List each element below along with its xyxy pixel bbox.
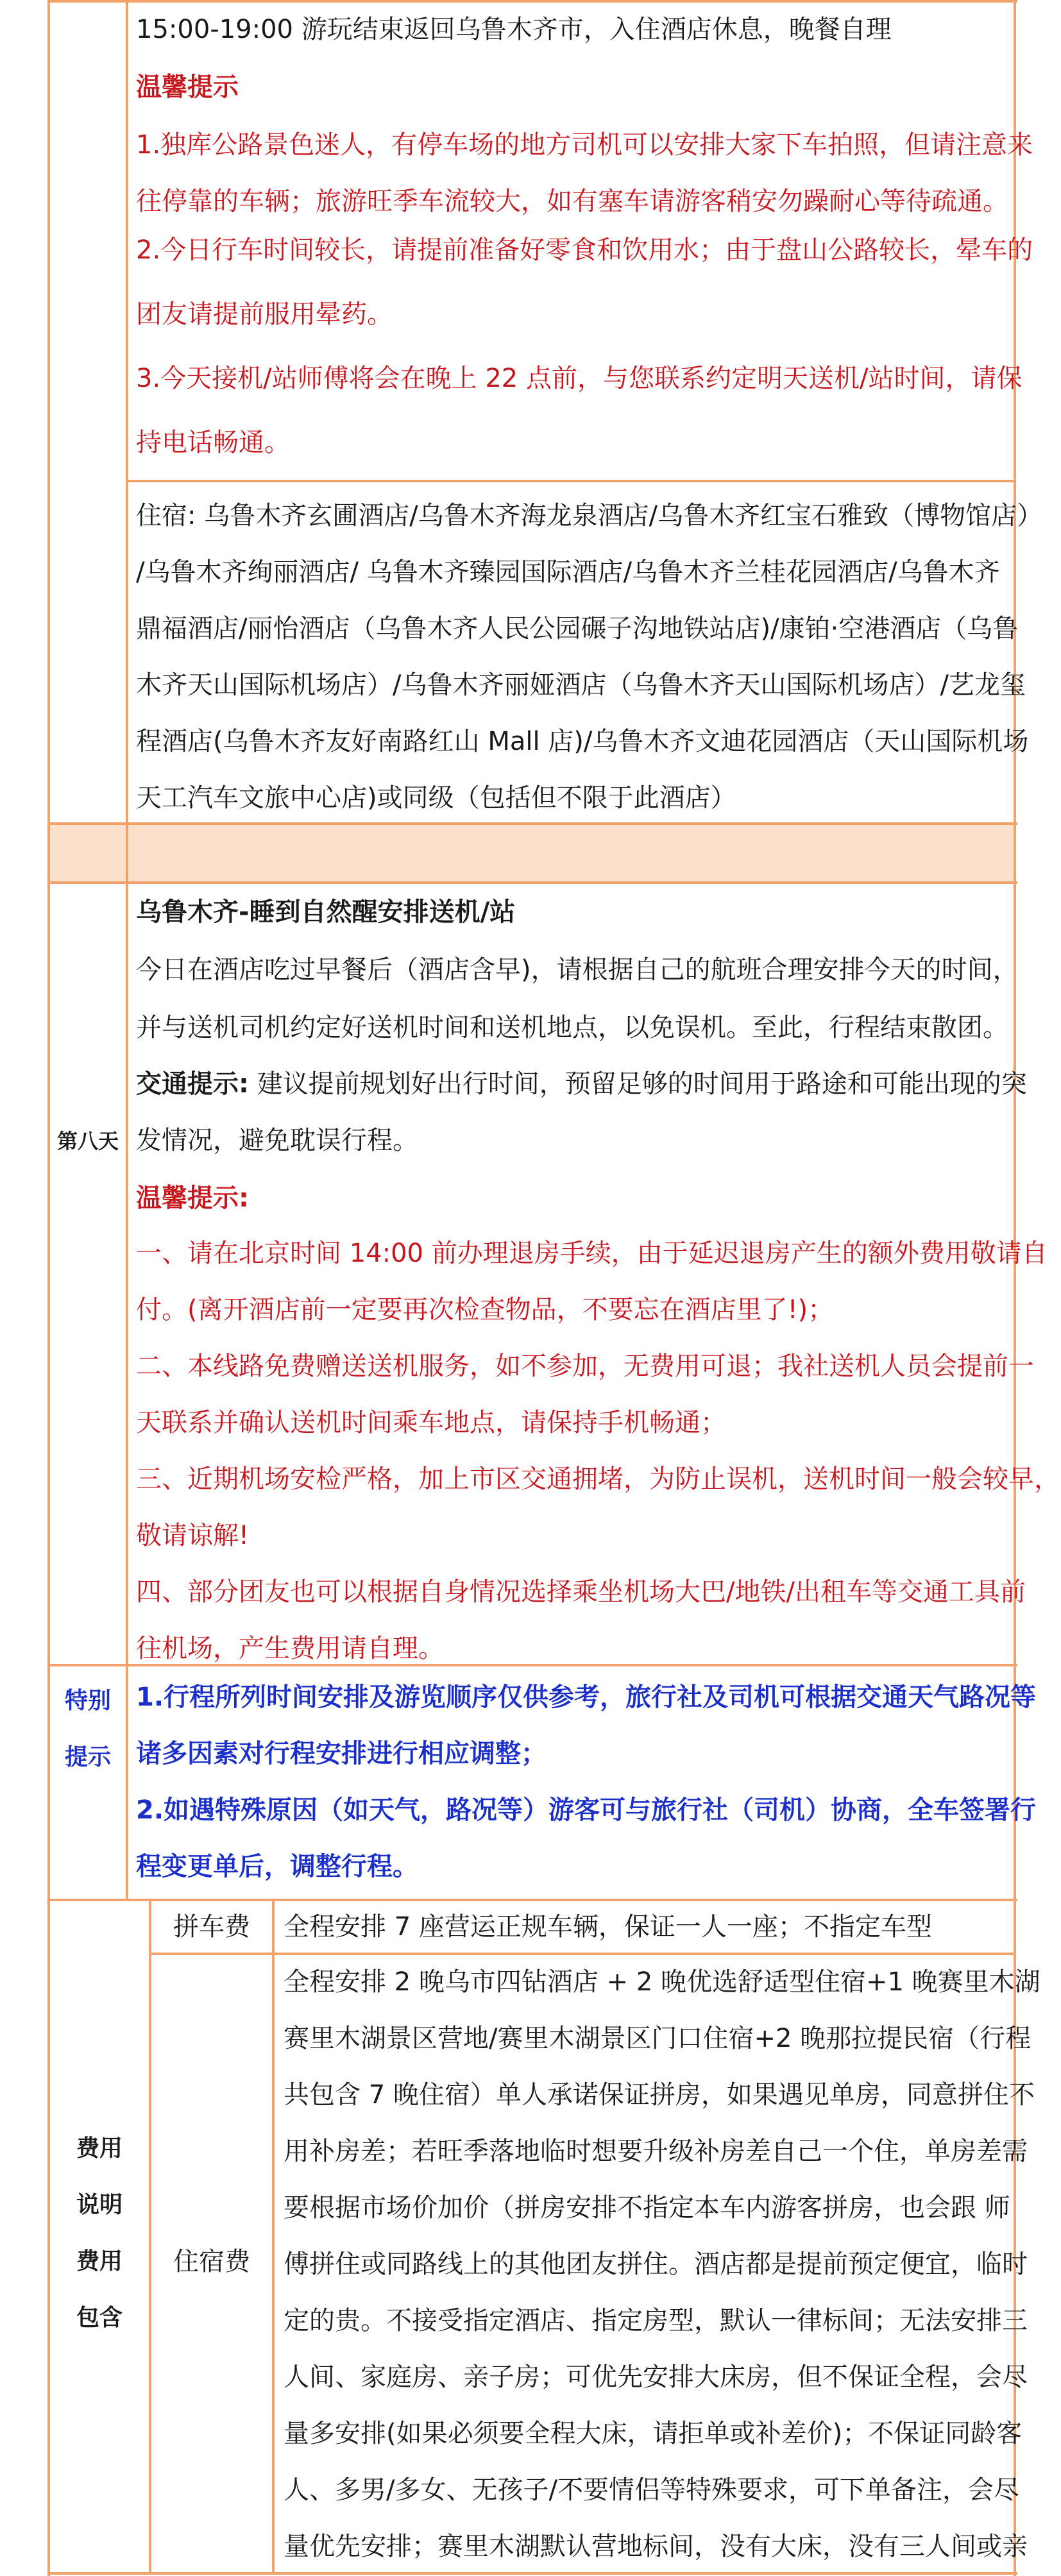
table-divider-label-column	[126, 0, 128, 1900]
day7-schedule: 15:00-19:00 游玩结束返回乌鲁木齐市，入住酒店休息，晚餐自理	[136, 15, 892, 44]
special-line: 2.如遇特殊原因（如天气，路况等）游客可与旅行社（司机）协商，全车签署行	[136, 1795, 1037, 1825]
fee-hotel-label: 住宿费	[173, 2247, 250, 2276]
row-divider	[151, 1953, 1016, 1955]
day8-traffic-line: 发情况，避免耽误行程。	[136, 1126, 418, 1155]
day8-traffic-line	[136, 1069, 1027, 1099]
fee-hotel-line: 定的贵。不接受指定酒店、指定房型，默认一律标间；无法安排三	[284, 2306, 1028, 2335]
day8-desc-line: 并与送机司机约定好送机时间和送机地点，以免误机。至此，行程结束散团。	[136, 1013, 1008, 1042]
fee-car-label: 拼车费	[173, 1912, 250, 1942]
row-divider	[49, 1899, 1017, 1901]
row-divider	[49, 822, 1017, 825]
fees-label-line: 说明	[76, 2192, 123, 2218]
day7-tip-line: 1.独库公路景色迷人，有停车场的地方司机可以安排大家下车拍照，但请注意来	[136, 130, 1033, 160]
day8-tip-line: 四、部分团友也可以根据自身情况选择乘坐机场大巴/地铁/出租车等交通工具前	[136, 1577, 1026, 1607]
row-divider	[49, 0, 1017, 3]
day8-title: 乌鲁木齐-睡到自然醒安排送机/站	[136, 897, 516, 927]
special-line: 诸多因素对行程安排进行相应调整；	[136, 1739, 547, 1768]
fees-label-line: 包含	[76, 2305, 123, 2331]
day8-label: 第八天	[56, 1129, 119, 1153]
day8-tip-line: 三、近期机场安检严格，加上市区交通拥堵，为防止误机，送机时间一般会较早，	[136, 1464, 1060, 1494]
day7-hotel-line: 天工汽车文旅中心店)或同级（包括但不限于此酒店）	[136, 783, 736, 813]
empty-divider-row	[128, 824, 1014, 883]
special-line: 程变更单后，调整行程。	[136, 1852, 418, 1881]
day7-tip-line: 2.今日行车时间较长，请提前准备好零食和饮用水；由于盘山公路较长，晕车的	[136, 235, 1033, 265]
day7-hotel-line: 木齐天山国际机场店）/乌鲁木齐丽娅酒店（乌鲁木齐天山国际机场店）/艺龙玺	[136, 670, 1026, 700]
fee-divider-label	[149, 1900, 151, 2575]
fee-hotel-line: 用补房差；若旺季落地临时想要升级补房差自己一个住，单房差需	[284, 2137, 1028, 2166]
fee-hotel-line: 共包含 7 晚住宿）单人承诺保证拼房，如果遇见单房，同意拼住不	[284, 2080, 1035, 2110]
fee-hotel-line: 傅拼住或同路线上的其他团友拼住。酒店都是提前预定便宜，临时	[284, 2250, 1028, 2279]
fees-label-line: 费用	[76, 2135, 123, 2162]
fee-hotel-line: 量多安排(如果必须要全程大床，请拒单或补差价)；不保证同龄客	[284, 2419, 1023, 2448]
day7-tip-line: 3.今天接机/站师傅将会在晚上 22 点前，与您联系约定明天送机/站时间，请保	[136, 364, 1023, 393]
fee-hotel-line: 全程安排 2 晚乌市四钻酒店 + 2 晚优选舒适型住宿+1 晚赛里木湖	[284, 1967, 1040, 1997]
day7-tip-line: 往停靠的车辆；旅游旺季车流较大，如有塞车请游客稍安勿躁耐心等待疏通。	[136, 187, 1008, 216]
day8-tips-title: 温馨提示:	[136, 1183, 249, 1213]
day8-tip-line: 往机场，产生费用请自理。	[136, 1634, 444, 1663]
row-divider	[49, 881, 1017, 884]
day8-tip-line: 一、请在北京时间 14:00 前办理退房手续，由于延迟退房产生的额外费用敬请自	[136, 1239, 1048, 1268]
day8-traffic-label: 交通提示:	[136, 1069, 249, 1099]
fee-hotel-line: 人、多男/多女、无孩子/不要情侣等特殊要求，可下单备注，会尽	[284, 2475, 1019, 2505]
day7-tip-line: 团友请提前服用晕药。	[136, 300, 393, 329]
fee-hotel-line: 量优先安排；赛里木湖默认营地标间，没有大床，没有三人间或亲	[284, 2532, 1028, 2561]
day8-tip-line: 敬请谅解!	[136, 1521, 250, 1550]
day7-hotel-line: 住宿: 乌鲁木齐玄圃酒店/乌鲁木齐海龙泉酒店/乌鲁木齐红宝石雅致（博物馆店）	[136, 501, 1043, 530]
row-divider	[126, 480, 1016, 482]
day7-hotel-line: 鼎福酒店/丽怡酒店（乌鲁木齐人民公园碾子沟地铁站店)/康铂·空港酒店（乌鲁	[136, 614, 1019, 643]
day8-desc-line: 今日在酒店吃过早餐后（酒店含早)，请根据自己的航班合理安排今天的时间，	[136, 955, 1019, 985]
fee-hotel-line: 人间、家庭房、亲子房；可优先安排大床房，但不保证全程，会尽	[284, 2362, 1028, 2392]
fee-hotel-line: 赛里木湖景区营地/赛里木湖景区门口住宿+2 晚那拉提民宿（行程	[284, 2024, 1031, 2053]
day7-hotel-line: /乌鲁木齐绚丽酒店/ 乌鲁木齐臻园国际酒店/乌鲁木齐兰桂花园酒店/乌鲁木齐	[136, 557, 1000, 587]
special-line: 1.行程所列时间安排及游览顺序仅供参考，旅行社及司机可根据交通天气路况等	[136, 1682, 1037, 1712]
special-label-line: 提示	[64, 1744, 111, 1770]
day8-traffic-text: 建议提前规划好出行时间，预留足够的时间用于路途和可能出现的突	[249, 1069, 1027, 1099]
day8-tip-line: 天联系并确认送机时间乘车地点，请保持手机畅通；	[136, 1408, 726, 1437]
day7-tip-line: 持电话畅通。	[136, 428, 290, 457]
row-divider	[49, 1664, 1017, 1666]
empty-divider-row-label	[50, 824, 126, 883]
day7-hotel-line: 程酒店(乌鲁木齐友好南路红山 Mall 店)/乌鲁木齐文迪花园酒店（天山国际机场	[136, 727, 1029, 756]
day7-tips-title: 温馨提示	[136, 72, 239, 102]
day8-tip-line: 二、本线路免费赠送送机服务，如不参加，无费用可退；我社送机人员会提前一	[136, 1352, 1034, 1381]
fees-label-line: 费用	[76, 2248, 123, 2275]
fee-divider-item	[272, 1900, 275, 2575]
fee-hotel-line: 要根据市场价加价（拼房安排不指定本车内游客拼房，也会跟 师	[284, 2193, 1010, 2223]
day8-tip-line: 付。(离开酒店前一定要再次检查物品，不要忘在酒店里了!)；	[136, 1295, 834, 1325]
special-label-line: 特别	[64, 1688, 111, 1714]
row-divider	[49, 2572, 1017, 2575]
fee-car-text: 全程安排 7 座营运正规车辆，保证一人一座；不指定车型	[284, 1912, 932, 1942]
